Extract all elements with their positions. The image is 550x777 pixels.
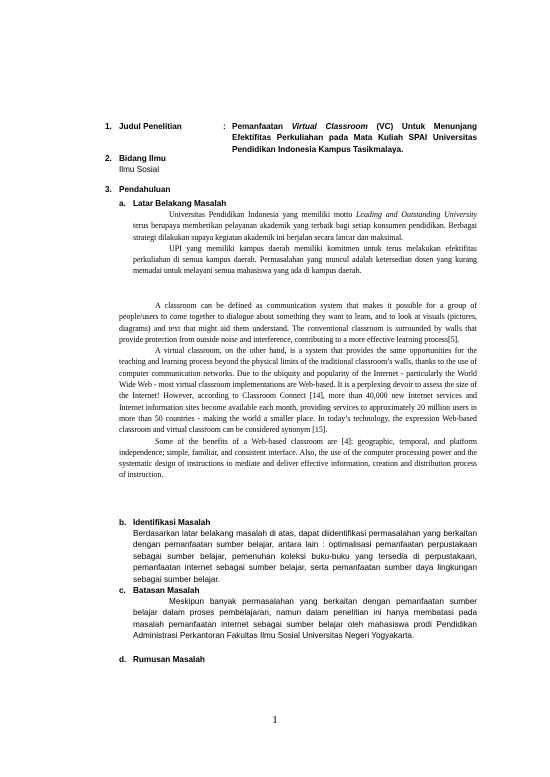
section3-number: 3. — [105, 185, 112, 194]
limitation-text: Meskipun banyak permasalahan yang berkaitan dengan pemanfaatan sumber belajar dalam proses pembelajaran, namun dalam penelitian ini hanya membatasi pada masalah pemanfaatan internet sebagai sumber belajar oleh mahasiswa prodi Pendidikan Administrasi Perkantoran Fakultas Ilmu Sosial Universitas Negeri Yogyakarta. — [133, 597, 477, 641]
sub-c-letter: c. — [119, 586, 126, 595]
section2-value: Ilmu Sosial — [119, 165, 160, 174]
background-paragraph: Some of the benefits of a Web-based classroom are [4]: geographic, temporal, and platform independence; simple, familiar, and consistent interface. Also, the use of the computer processing power and the systematic design of instructions to mediate and deliver effective information, creation and distribution process of instruction. — [119, 436, 477, 480]
sub-b-label: Identifikasi Masalah — [133, 518, 211, 527]
sub-a-letter: a. — [119, 199, 126, 208]
research-title: Pemanfaatan Virtual Classroom (VC) Untuk Menunjang Efektifitas Perkuliahan pada Mata Kuliah SPAI Universitas Pendidikan Indonesia Kampus Tasikmalaya. — [232, 122, 477, 154]
background-english-text — [119, 300, 477, 481]
sub-d-letter: d. — [119, 655, 127, 664]
background-text — [133, 209, 477, 277]
background-paragraph: A virtual classroom, on the other hand, is a system that provides the same opportunities for the teaching and learning process beyond the physical limits of the traditional classroom’s walls, thanks to the use of computer communication networks. Due to the ubiquity and popularity of the Internet - particularly the World Wide Web - most virtual classroom implementations are Web-based. It is a perplexing devoir to assess the size of the Internet! However, according to Classroom Connect [14], more than 40,000 new Internet services and Internet information sites become available each month, providing services to approximately 20 million users in more than 50 countries - making the world a smaller place. In today’s technology, the expression Web-based classroom and virtual classroom can be considered synonym [15]. — [119, 346, 477, 435]
section2-number: 2. — [105, 154, 112, 163]
section1-label: Judul Penelitian — [119, 122, 182, 131]
section1-number: 1. — [105, 122, 112, 131]
sub-c-label: Batasan Masalah — [133, 586, 200, 595]
background-paragraph: Universitas Pendidikan Indonesia yang memiliki motto Leading and Outstanding University terus berupaya memberikan pelayanan akademik yang terbaik bagi setiap konsumen pendidikan. Berbagai strategi dilakukan supaya kegiatan akademik ini berjalan secara lancar dan maksimal. — [133, 210, 477, 242]
sub-d-label: Rumusan Masalah — [133, 655, 205, 664]
background-paragraph: UPI yang memiliki kampus daerah memiliki komitmen untuk terus melakukan efektifitas perkuliahan di semua kampus daerah. Permasalahan yang muncul adalah ketersedian dosen yang kurang memadai untuk melayani semua mahasiswa yang ada di kampus daerah. — [133, 243, 477, 276]
page-number: 1 — [272, 714, 278, 726]
sub-b-letter: b. — [119, 518, 127, 527]
identification-text: Berdasarkan latar belakang masalah di atas, dapat diidentifikasi permasalahan yang berkaitan dengan pemanfaatan sumber belajar, antara lain : optimalisasi pemanfaatan perpustakaan sebagai sumber belajar, pemenuhan koleksi buku-buku yang tersedia di perpustakaan, pemanfaatan internet sebagai sumber belajar, serta pemanfaatan sumber daya lingkungan sebagai sumber belajar. — [133, 529, 477, 584]
background-paragraph: A classroom can be defined as communication system that makes it possible for a group of people/users to come together to dialogue about something they want to learn, and to look at visuals (pictures, diagrams) and text that might aid them understand. The conventional classroom is surrounded by walls that provide protection from outside noise and interference, contributing to a more effective learning process[5]. — [119, 301, 477, 344]
sub-a-label: Latar Belakang Masalah — [133, 199, 227, 208]
section2-label: Bidang Ilmu — [119, 154, 166, 163]
section1-colon: : — [223, 122, 226, 131]
section3-label: Pendahuluan — [119, 185, 171, 194]
